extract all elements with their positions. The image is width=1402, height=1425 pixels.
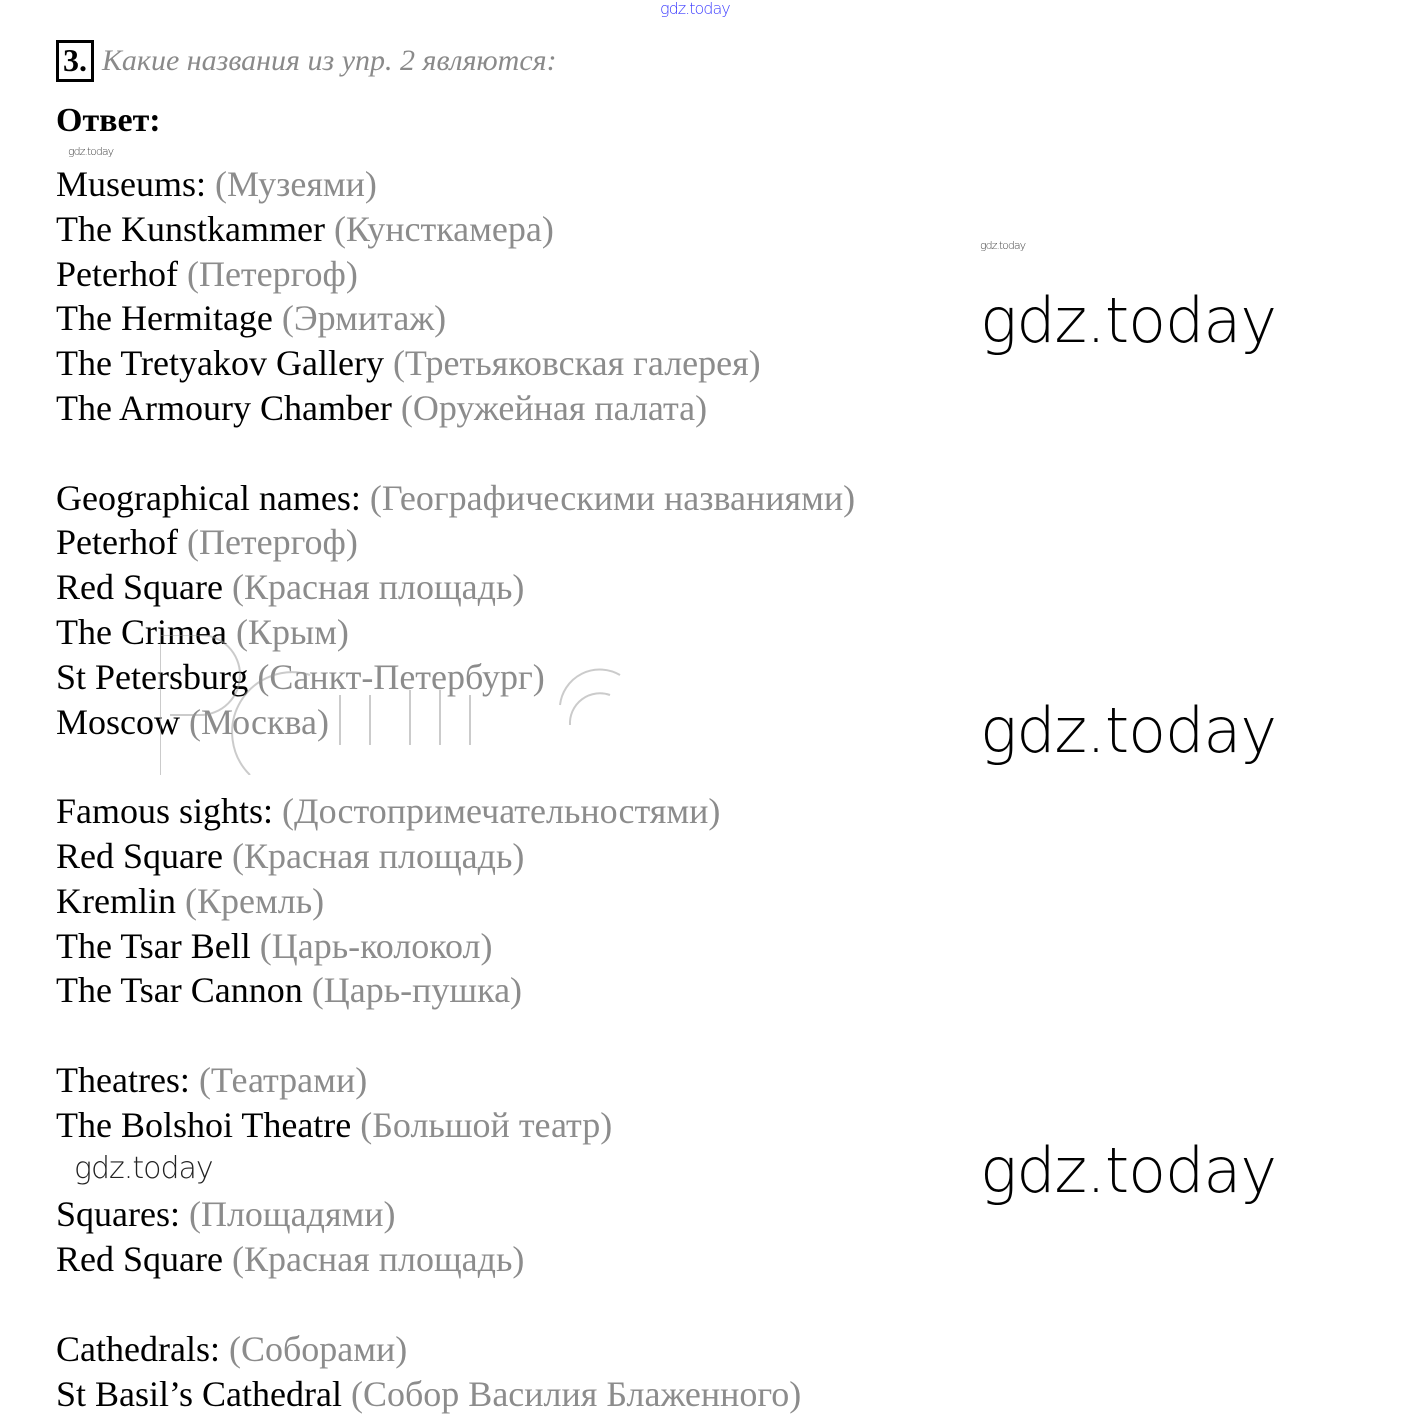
task-question: Какие названия из упр. 2 являются: [102, 44, 557, 77]
item-name-en: Peterhof [56, 253, 178, 294]
item-name-ru: (Оружейная палата) [400, 387, 708, 428]
section-heading-ru: (Театрами) [198, 1059, 368, 1100]
section-heading [56, 162, 855, 207]
section-spacer [56, 1013, 855, 1058]
item-name-ru: (Кремль) [184, 880, 325, 921]
section-heading-en: Famous sights: [56, 791, 274, 832]
item-name-en: The Kunstkammer [56, 208, 325, 249]
list-item [56, 341, 855, 386]
item-name-en: The Armoury Chamber [56, 387, 392, 428]
item-name-en: Red Square [56, 1239, 223, 1280]
list-item [56, 252, 855, 297]
item-name-ru: (Собор Василия Блаженного) [350, 1373, 802, 1414]
section-heading [56, 1327, 855, 1372]
item-name-en: The Hermitage [56, 298, 273, 339]
item-name-en: Kremlin [56, 880, 176, 921]
item-name-ru: (Третьяковская галерея) [392, 343, 761, 384]
item-name-en: The Crimea [56, 611, 227, 652]
item-name-en: The Tsar Cannon [56, 970, 303, 1011]
answer-label: Ответ: [56, 102, 161, 139]
list-item [56, 207, 855, 252]
item-name-en: Red Square [56, 567, 223, 608]
list-item [56, 834, 855, 879]
section-heading-ru: (Достопримечательностями) [282, 791, 721, 832]
item-name-en: The Bolshoi Theatre [56, 1104, 352, 1145]
watermark-large: gdz.today [980, 1134, 1277, 1207]
section-heading [56, 789, 855, 834]
list-item [56, 1372, 855, 1417]
list-item [56, 1103, 855, 1148]
item-name-ru: (Красная площадь) [231, 1239, 525, 1280]
item-name-ru: (Красная площадь) [231, 567, 525, 608]
list-item [56, 386, 855, 431]
task-number: 3. [56, 40, 94, 82]
section-heading-en: Theatres: [56, 1059, 190, 1100]
list-item [56, 924, 855, 969]
item-name-ru: (Москва) [189, 701, 329, 742]
item-name-en: Moscow [56, 701, 180, 742]
watermark-tiny: gdz.today [68, 145, 114, 158]
section-heading-en: Geographical names: [56, 477, 361, 518]
section-heading-en: Museums: [56, 164, 207, 204]
list-item [56, 565, 855, 610]
item-name-ru: (Петергоф) [186, 522, 358, 563]
section-heading [56, 476, 855, 521]
list-item [56, 520, 855, 565]
watermark-large: gdz.today [980, 284, 1277, 357]
watermark-medium: gdz.today [74, 1151, 213, 1186]
section-spacer [56, 1282, 855, 1327]
item-name-en: The Tretyakov Gallery [56, 343, 384, 384]
item-name-en: Red Square [56, 835, 223, 876]
item-name-en: St Basil’s Cathedral [56, 1373, 342, 1414]
stamp-watermark [160, 635, 630, 775]
section-heading-en: Cathedrals: [56, 1328, 220, 1369]
item-name-ru: (Крым) [235, 611, 349, 652]
item-name-ru: (Царь-колокол) [259, 925, 493, 966]
section-heading [56, 1192, 855, 1237]
item-name-ru: (Большой театр) [360, 1104, 613, 1145]
item-name-ru: (Красная площадь) [231, 835, 525, 876]
list-item [56, 296, 855, 341]
item-name-ru: (Кунсткамера) [333, 208, 554, 249]
item-name-ru: (Санкт-Петербург) [257, 656, 545, 697]
section-heading-ru: (Площадями) [188, 1194, 396, 1235]
section-heading-ru: (Соборами) [228, 1328, 408, 1369]
section-spacer [56, 431, 855, 476]
item-name-ru: (Царь-пушка) [311, 970, 523, 1011]
answer-list [56, 162, 855, 1416]
item-name-ru: (Петергоф) [186, 253, 358, 294]
watermark-tiny: gdz.today [980, 239, 1026, 252]
watermark-top: gdz.today [660, 0, 730, 18]
section-heading-en: Squares: [56, 1194, 180, 1235]
task-header [56, 40, 557, 82]
item-name-ru: (Эрмитаж) [281, 298, 447, 339]
list-item [56, 968, 855, 1013]
item-name-en: Peterhof [56, 522, 178, 563]
item-name-en: The Tsar Bell [56, 925, 251, 966]
watermark-large: gdz.today [980, 694, 1277, 767]
section-heading [56, 1058, 855, 1103]
section-heading-ru: (Музеями) [215, 164, 377, 204]
list-item [56, 1237, 855, 1282]
list-item [56, 879, 855, 924]
section-heading-ru: (Географическими названиями) [369, 477, 856, 518]
item-name-en: St Petersburg [56, 656, 249, 697]
